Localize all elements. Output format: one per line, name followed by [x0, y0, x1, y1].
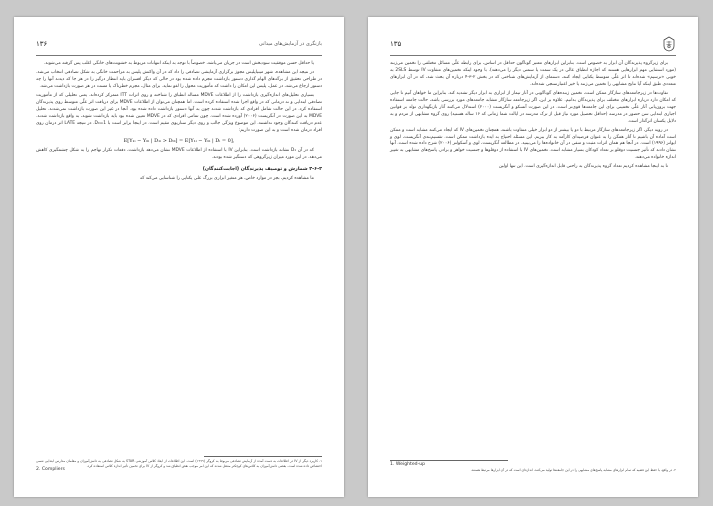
section-text: ما مشاهده کردیم، بجز در موارد خاص، هر متغیر ابزاری بزرگ علی یکتایی را شناسایی می‌کند که [139, 176, 314, 182]
right-page-number: ۱۳۵ [390, 40, 402, 48]
right-paragraph: تا به اینجا مشاهده کردیم تعداد گروه پذیرندگان به راحتی قابل اندازه‌گیری است. این تنها اولین [498, 164, 668, 170]
left-footnotes [36, 459, 322, 473]
left-page-body [36, 61, 322, 185]
right-paragraph: تفاوت‌ها در زیرجامعه‌های سازگار ممکن است، تخمین زننده‌های گوناگونی در آثار تیمار از ابزاری به ابزار دیگر تشدید کند. بنابراین ما خواهان آنیم تا جایی که امکان دارد درباره ابزارهای مختلف برای پذیرندگان بدانیم. علاوه بر این، اگر زیرجامعه سازگار مشابه جامعه‌های مورد بررسی باشد، حالت جامعه استفاده جهت برون‌یابی آثار علّی تخمینی برای این جامعه‌ها قوی‌تر است. در این صورت آنسکو و آنگریست (۲۰۰۰) استدلال می‌کنند آثار بازنگهداری تولد بر قوانین اجباری ابتدایی سن حضور در مدرسه (حداقل تحصیل مورد نیاز قبل از ترک مدرسه در ایالت شما زمانی که ۱۶ ساله هستید) روی گروه مشابهی از مردم و به دلایل یکسان اثرگذار است. [390, 90, 676, 124]
right-page-body [390, 61, 676, 173]
right-footnote-rule [390, 460, 508, 461]
right-footnotes [390, 463, 676, 472]
footnote-latin: 2. Compliers [36, 467, 65, 473]
left-paragraph: یا حداقل حسن موفقیت سودبخش است در جریان می‌باشد، خصوصاً با توجه به اینکه انتهانات مربوط به خشونت‌های خانگی اغلب پس گرفته می‌شوند. [43, 61, 314, 66]
left-paragraph: در نتیجه این مشاهده، شهر مینیاپلیس مجوز برگزاری آزمایشی تصادفی را داد که در آن واکنش پلیس به مزاحمت خانگی به شکل تصادفی انتخاب می‌شد. در طراحی تحقیق از برگه‌های الهام گذاری دستور بازداشت مجرم داده شده بود در حالی که دیگر افسران باید انتظار درگیر را در هر جا که دیدند آنها را چه دستور ارجاع می‌شد، در عمل، پلیس این امکان را داشت که مأموریت محول را لغو نماید. برای مثال، مجرم خطرناک یا مست در هر صورت بازداشت می‌شد. [36, 69, 322, 89]
left-footnote-rule [204, 456, 322, 457]
footnote: ۱. کاربرد دیگر از IV در اطلاعات به دست آمده از آزمایش تصادفی مربوط به کروگر (۱۹۹۹) است. این اطلاعات از ابعاد کلاس آموزشی STAR به شکل تصادفی به دانش‌آموزان و معلمان مدارس ابتدایی تنسی اختصاص داده شده است. بعضی دانش‌آموزان به کلاس‌های کوچکتر منتقل شدند که این امر موجب نقض انطباق شد و کروگر از IV برای تخمین تأثیر اندازه کلاس استفاده کرد. [36, 459, 322, 468]
footnote-latin: 1. Weighted-up [390, 462, 426, 467]
left-paragraph: که در آن D₁ نشانه بازداشت است. بنابراین IV با استفاده از اطلاعات MDVE نشان می‌دهد بازداشت، دفعات تکرار تهاجم را به شکل چشمگیری کاهش می‌دهد. در این مورد میزان زیرگروهی که دستگیر شده بودند. [36, 148, 322, 161]
right-page-header [390, 39, 676, 56]
left-page-number: ۱۳۶ [36, 40, 48, 48]
section-heading: ۴-۶-۴ شمارش و توصیف پذیرندگان (اجابت‌کنندگان) [202, 167, 322, 173]
left-paragraph: بسیاری تحلیل‌های اندازه‌گیری بازداشت را از اطلاعات MDVE مساله انطباق را شناخته و روی اثرات ITT متمرکز کرده‌اند. یعنی تحلیلی که از مأموریت تصادفی ابتدایی و نه درمانی که در واقع اجرا شده استفاده کرده است. اما همچنان می‌توان از اطلاعات MDVE برای دریافت اثر علّی متوسط روی پذیرندگان استفاده کرد. در این حالت شامل افرادی که بازداشت شدند چون به آنها دستور بازداشت داده شده بود. آنجا در غیر این صورت بازداشت نمی‌شدند. تحلیل MDVE به این صورت در آنگریست (۲۰۰۶) آورده شده است. چون تمامی افرادی که در MDVE تعیین شده بود باید بازداشت شوند، به واقع بازداشت شدند. عدم دریافت کنندگان وجود نداشتند. این موضوع ویژگی جالب و روی دیگر سناریوی مقیم است. در اینجا برابر است با D₀=1. در نتیجه LATE اثر درمان روی افراد درمان شده است و به این صورت داریم: [36, 92, 322, 133]
university-logo-icon [662, 36, 676, 52]
left-page [14, 17, 344, 497]
footnote: ۲. در واقع، با حفظ این قضیه که تمام ابزارهای مشابه پاسخ‌های مشابهی را در این جامعه‌ها تولید می‌کنند، اندازه‌ای است که در آن ابزارها مرتبط هستند. [470, 467, 676, 472]
left-page-header [36, 39, 322, 56]
left-running-head: بازنگری در آزمایش‌های میدانی [258, 41, 322, 47]
late-equation: E[Y₁ᵢ − Y₀ᵢ | D₁ᵢ > D₀ᵢ] = E[Y₁ᵢ − Y₀ᵢ | Dᵢ = 0], [123, 137, 235, 144]
right-paragraph: برای زیرگروه پذیرندگان آن ابزار به خصوص است. بنابراین ابزارهای معتبر گوناگون حداقل در اساس، برای رابطه علّی مسائل مختلفی را تخمین می‌زنند (مورد استثنایی مهم ابزارهایی هستند که اجازه انطباق عالی در یک سمت یا سمتی دیگر را می‌دهند). با وجود اینکه تخمین‌های متفاوت IV توسط 2SLS به خوبی «ترسیم» شده‌اند تا اثر علّی متوسط یکتایی ایجاد کنند، دستمای از آزمایش‌های شناختی که در بخش ۲-۳-۴ درباره آن بحث شد، که در آن ابزارهای متعددی طبق اینکه آیا نتایج مشابهی را تخمین می‌زنند یا خیر اعتبارسنجی شده‌اند. [390, 61, 676, 87]
right-page [368, 17, 698, 497]
right-paragraph: در رویه دیگر، اگر زیرجامعه‌های سازگار مرتبط با دو یا بیشتر از دو ابزار خیلی متفاوت باشند، همچنان تخمین‌های IV که ایجاد می‌کنند مشابه است و ممکن است آماده آن باشیم تا آثار همگن را به عنوان فرضیه‌ای کارآمد به کار ببریم. این مسئله احتیاج به ایده بازداشت ممکن است. تقسیم‌بندی آنگریست، لوی و ایوانز (۱۹۹۶) است. در آنجا هم همان اثرات مثبت و منفی در آن خانواده‌ها را می‌بینید. در مطالعه آنگریست، لوی و آسکولتز (۲۰۰۶) شرح داده شده است. آنها نشان دادند که تأثیر جنسیت دوقلو بر تعداد کودکان بسیار مشابه است. تخمین‌های IV با استفاده از دوقلوها و جنسیت خواهر و برادر، پاسخ‌های مشابهی به تغییر اندازه خانواده می‌دهند. [390, 127, 676, 161]
